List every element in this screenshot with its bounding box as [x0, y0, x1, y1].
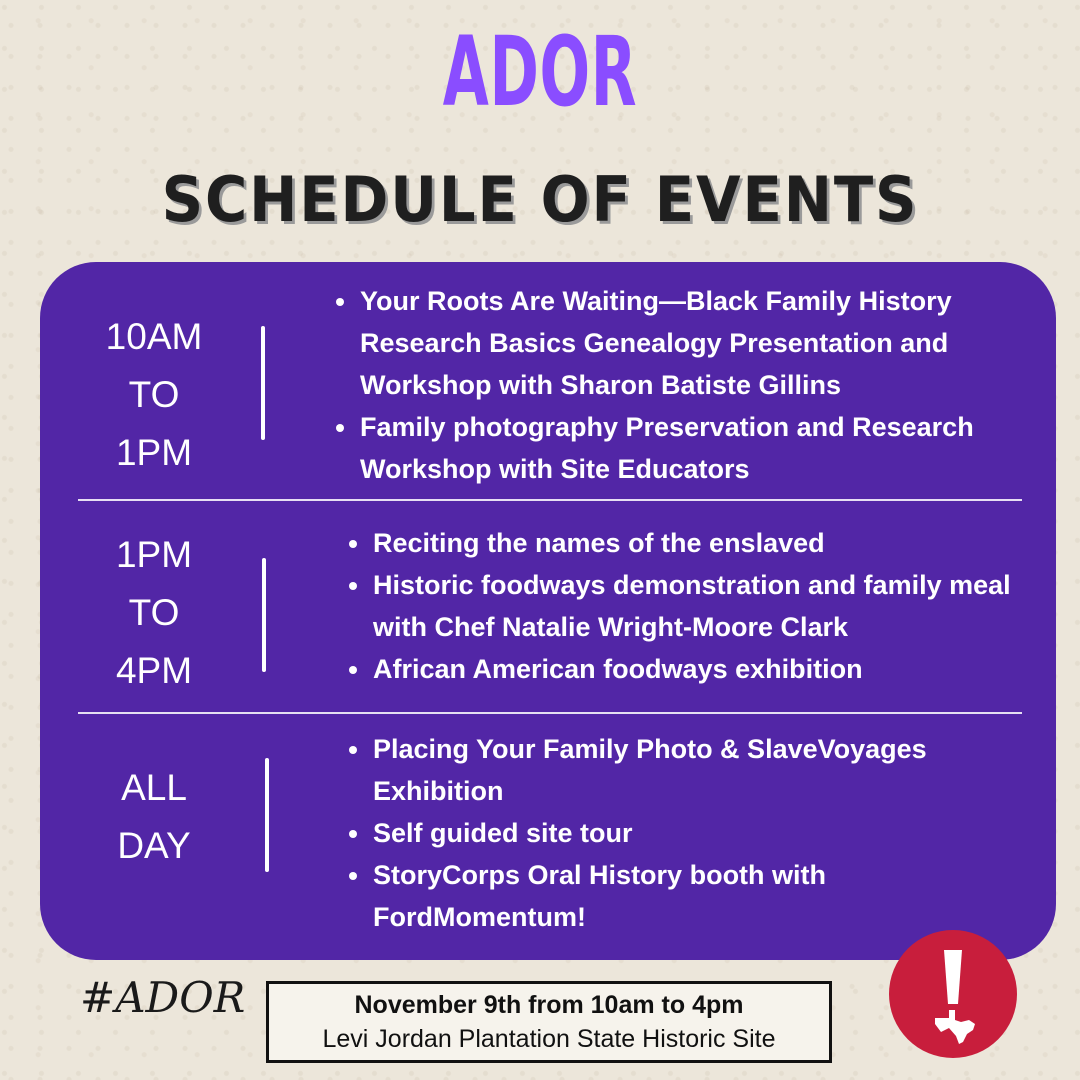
- time-line: TO: [128, 374, 180, 415]
- event-item: Historic foodways demonstration and family meal with Chef Natalie Wright-Moore Clark: [345, 564, 1035, 648]
- section-divider: [78, 712, 1022, 714]
- time-block-3: [54, 759, 254, 875]
- time-line: TO: [128, 592, 180, 633]
- time-line: DAY: [117, 825, 191, 866]
- exclamation-texas-icon-graphic: [889, 930, 1017, 1058]
- time-divider: [262, 558, 266, 672]
- schedule-panel: [40, 262, 1056, 960]
- event-location: Levi Jordan Plantation State Historic Site: [322, 1025, 776, 1053]
- time-divider: [265, 758, 269, 872]
- hashtag: #ADOR: [80, 973, 246, 1022]
- event-item: Self guided site tour: [345, 812, 1035, 854]
- time-line: ALL: [121, 767, 187, 808]
- event-item: Family photography Preservation and Research Workshop with Site Educators: [332, 406, 1032, 490]
- time-block-1: [54, 308, 254, 482]
- event-list-3: [345, 728, 1035, 938]
- time-line: 10AM: [105, 316, 203, 357]
- section-divider: [78, 499, 1022, 501]
- time-line: 1PM: [115, 534, 193, 575]
- event-item: Your Roots Are Waiting—Black Family History Research Basics Genealogy Presentation and Workshop with Sharon Batiste Gillins: [332, 280, 1032, 406]
- exclamation-texas-icon: [889, 930, 1017, 1058]
- schedule-heading: SCHEDULE OF EVENTS: [161, 163, 919, 236]
- time-divider: [261, 326, 265, 440]
- event-list-1: [332, 280, 1032, 490]
- time-line: 4PM: [115, 650, 193, 691]
- time-block-2: [54, 526, 254, 700]
- brand-title: ADOR: [442, 16, 638, 128]
- event-date: November 9th from 10am to 4pm: [354, 991, 744, 1019]
- event-item: African American foodways exhibition: [345, 648, 1035, 690]
- event-item: Placing Your Family Photo & SlaveVoyages Exhibition: [345, 728, 1035, 812]
- time-line: 1PM: [115, 432, 193, 473]
- event-info-box: [266, 981, 832, 1063]
- event-list-2: [345, 522, 1035, 690]
- event-item: StoryCorps Oral History booth with FordMomentum!: [345, 854, 1035, 938]
- event-item: Reciting the names of the enslaved: [345, 522, 1035, 564]
